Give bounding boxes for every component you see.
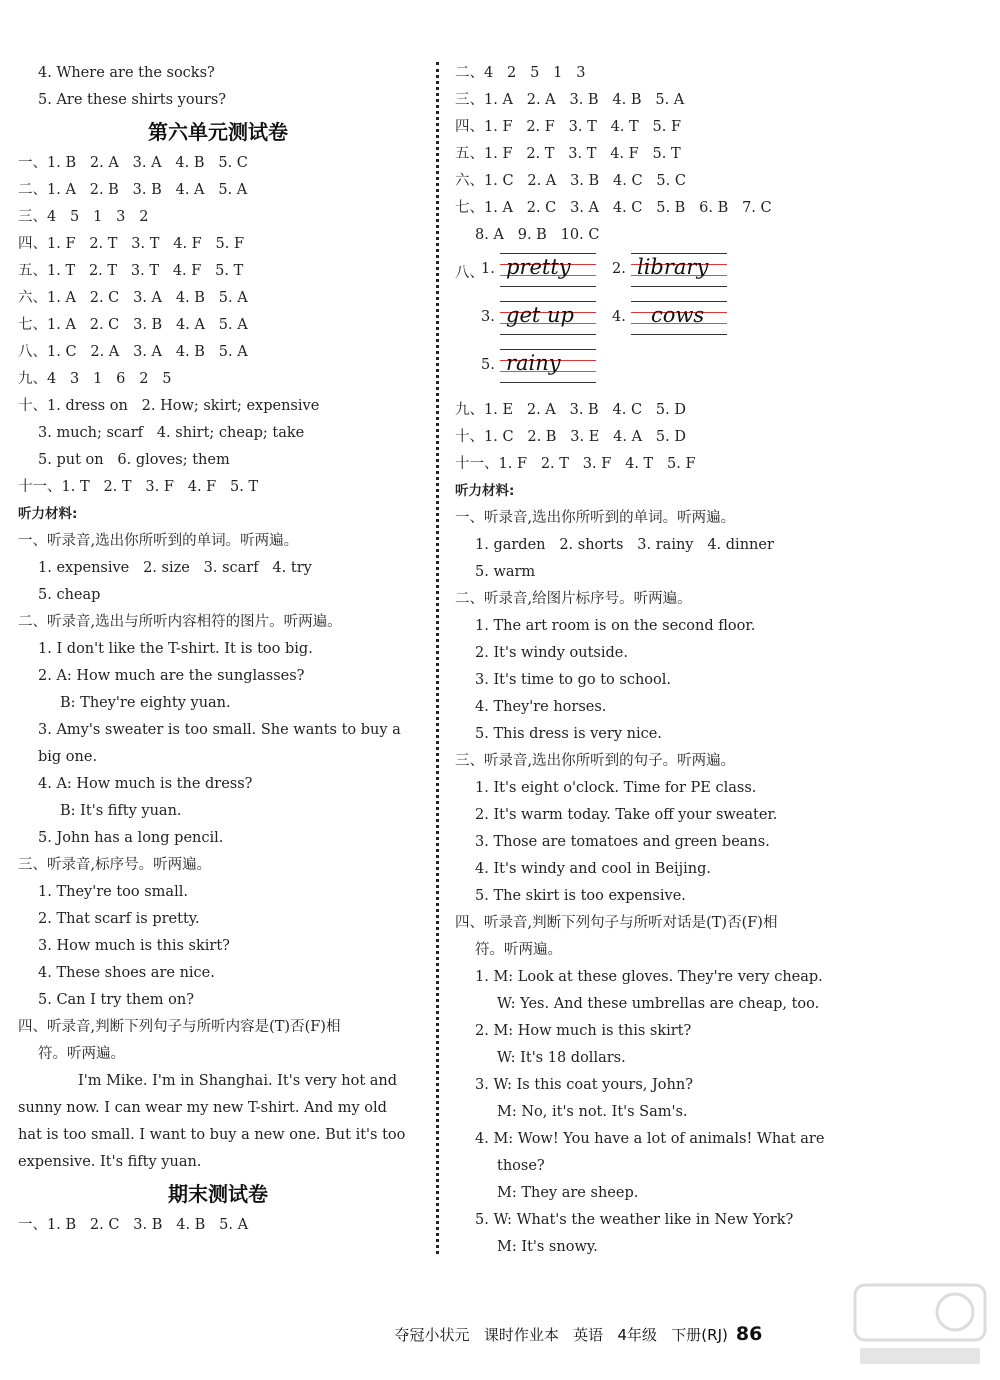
text-line: 2. That scarf is pretty.	[38, 911, 200, 927]
text-line: 1. garden 2. shorts 3. rainy 4. dinner	[475, 537, 774, 553]
text-line: 3. Those are tomatoes and green beans.	[475, 834, 770, 850]
writing-lines	[500, 253, 596, 287]
answer-line: 九、4 3 1 6 2 5	[18, 371, 172, 387]
handwritten-word: rainy	[506, 351, 561, 375]
answer-line: 六、1. C 2. A 3. B 4. C 5. C	[455, 173, 686, 189]
handwriting-label: 5.	[481, 357, 495, 373]
answer-line: 一、1. B 2. C 3. B 4. B 5. A	[18, 1217, 249, 1233]
answer-line: 五、1. T 2. T 3. T 4. F 5. T	[18, 263, 244, 279]
section-title: 二、听录音,选出与所听内容相符的图片。听两遍。	[18, 614, 342, 630]
text-line: 4. It's windy and cool in Beijing.	[475, 861, 712, 877]
text-line: B: It's fifty yuan.	[60, 803, 182, 819]
answer-line: 十、1. C 2. B 3. E 4. A 5. D	[455, 429, 686, 445]
text-line: 2. It's warm today. Take off your sweater.	[475, 807, 778, 823]
text-line: 5. cheap	[38, 587, 101, 603]
right-column	[455, 60, 875, 1261]
text-line: 2. A: How much are the sunglasses?	[38, 668, 305, 684]
text-line: 1. The art room is on the second floor.	[475, 618, 756, 634]
answer-line: 三、4 5 1 3 2	[18, 209, 149, 225]
dialogue-line: 1. M: Look at these gloves. They're very cheap.	[475, 969, 823, 985]
answer-line: 四、1. F 2. F 3. T 4. T 5. F	[455, 119, 682, 135]
text-line: 5. Can I try them on?	[38, 992, 194, 1008]
dialogue-line: 2. M: How much is this skirt?	[475, 1023, 692, 1039]
writing-lines	[631, 253, 727, 287]
paragraph-line: hat is too small. I want to buy a new one. But it's too	[18, 1127, 406, 1143]
watermark-logo	[850, 1280, 990, 1370]
dialogue-line: W: It's 18 dollars.	[497, 1050, 626, 1066]
answer-line: 九、1. E 2. A 3. B 4. C 5. D	[455, 402, 686, 418]
text-line: 3. How much is this skirt?	[38, 938, 230, 954]
section-title: 三、听录音,标序号。听两遍。	[18, 857, 212, 873]
dialogue-line: 4. M: Wow! You have a lot of animals! What are	[475, 1131, 825, 1147]
answer-line: 五、1. F 2. T 3. T 4. F 5. T	[455, 146, 681, 162]
text-line: 4. These shoes are nice.	[38, 965, 215, 981]
text-line: 4. They're horses.	[475, 699, 607, 715]
writing-lines	[631, 301, 727, 335]
handwriting-prefix: 八、	[455, 265, 484, 281]
dialogue-line: 3. W: Is this coat yours, John?	[475, 1077, 693, 1093]
text-line: 3. It's time to go to school.	[475, 672, 671, 688]
text-line: 3. Amy's sweater is too small. She wants to buy a	[38, 722, 401, 738]
page-number: 86	[735, 1323, 763, 1345]
section-title-cont: 符。听两遍。	[38, 1046, 125, 1062]
dialogue-line: M: They are sheep.	[497, 1185, 639, 1201]
answer-line: 8. A 9. B 10. C	[475, 227, 600, 243]
answer-line: 二、4 2 5 1 3	[455, 65, 586, 81]
section-title: 四、听录音,判断下列句子与所听对话是(T)否(F)相	[455, 915, 778, 931]
text-line: 1. expensive 2. size 3. scarf 4. try	[38, 560, 312, 576]
answer-line: 十、1. dress on 2. How; skirt; expensive	[18, 398, 320, 414]
section-title-cont: 符。听两遍。	[475, 942, 562, 958]
paragraph-line: expensive. It's fifty yuan.	[18, 1154, 202, 1170]
answer-line: 三、1. A 2. A 3. B 4. B 5. A	[455, 92, 685, 108]
handwritten-word: library	[637, 255, 709, 279]
answer-line: 七、1. A 2. C 3. B 4. A 5. A	[18, 317, 248, 333]
handwritten-word: get up	[506, 303, 574, 327]
text-line: 5. This dress is very nice.	[475, 726, 662, 742]
text-line: 5. John has a long pencil.	[38, 830, 224, 846]
writing-lines	[500, 349, 596, 383]
text-line: big one.	[38, 749, 98, 765]
text-line: 5. warm	[475, 564, 536, 580]
text-line: 5. The skirt is too expensive.	[475, 888, 686, 904]
handwritten-word: pretty	[506, 255, 571, 279]
answer-line: 四、1. F 2. T 3. T 4. F 5. F	[18, 236, 245, 252]
text-line: 2. It's windy outside.	[475, 645, 628, 661]
text-line: 4. Where are the socks?	[38, 65, 215, 81]
handwritten-word: cows	[651, 303, 705, 327]
answer-line: 3. much; scarf 4. shirt; cheap; take	[38, 425, 305, 441]
final-exam-heading: 期末测试卷	[168, 1182, 268, 1206]
handwriting-label: 4.	[612, 309, 626, 325]
dialogue-line: 5. W: What's the weather like in New York?	[475, 1212, 794, 1228]
text-line: 4. A: How much is the dress?	[38, 776, 253, 792]
listening-title: 听力材料:	[18, 506, 78, 522]
page-footer	[385, 1292, 763, 1345]
handwriting-section	[455, 249, 875, 397]
answer-line: 一、1. B 2. A 3. A 4. B 5. C	[18, 155, 248, 171]
section-title: 三、听录音,选出你所听到的句子。听两遍。	[455, 753, 736, 769]
answer-line: 二、1. A 2. B 3. B 4. A 5. A	[18, 182, 248, 198]
answer-line: 八、1. C 2. A 3. A 4. B 5. A	[18, 344, 248, 360]
handwriting-label: 3.	[481, 309, 495, 325]
handwriting-label: 1.	[481, 261, 495, 277]
writing-lines	[500, 301, 596, 335]
left-column	[18, 60, 418, 1239]
section-title: 二、听录音,给图片标序号。听两遍。	[455, 591, 692, 607]
text-line: 1. I don't like the T-shirt. It is too big.	[38, 641, 313, 657]
answer-line: 5. put on 6. gloves; them	[38, 452, 230, 468]
dialogue-line: M: It's snowy.	[497, 1239, 598, 1255]
section-title: 一、听录音,选出你所听到的单词。听两遍。	[455, 510, 736, 526]
answer-line: 十一、1. T 2. T 3. F 4. F 5. T	[18, 479, 259, 495]
answer-line: 七、1. A 2. C 3. A 4. C 5. B 6. B 7. C	[455, 200, 772, 216]
dialogue-list	[455, 964, 875, 1261]
unit6-heading: 第六单元测试卷	[148, 120, 288, 144]
section-title: 四、听录音,判断下列句子与所听内容是(T)否(F)相	[18, 1019, 341, 1035]
footer-text: 夺冠小状元 课时作业本 英语 4年级 下册(RJ)	[394, 1326, 728, 1344]
paragraph-line: sunny now. I can wear my new T-shirt. And my old	[18, 1100, 387, 1116]
dialogue-line: W: Yes. And these umbrellas are cheap, too.	[497, 996, 820, 1012]
paragraph-line: I'm Mike. I'm in Shanghai. It's very hot and	[78, 1073, 398, 1089]
section-title: 一、听录音,选出你所听到的单词。听两遍。	[18, 533, 299, 549]
dialogue-line: those?	[497, 1158, 545, 1174]
text-line: 1. It's eight o'clock. Time for PE class.	[475, 780, 757, 796]
text-line: B: They're eighty yuan.	[60, 695, 231, 711]
dialogue-line: M: No, it's not. It's Sam's.	[497, 1104, 688, 1120]
listening-title: 听力材料:	[455, 483, 515, 499]
text-line: 5. Are these shirts yours?	[38, 92, 227, 108]
handwriting-label: 2.	[612, 261, 626, 277]
text-line: 1. They're too small.	[38, 884, 188, 900]
answer-line: 六、1. A 2. C 3. A 4. B 5. A	[18, 290, 248, 306]
column-divider	[436, 62, 439, 1254]
answer-line: 十一、1. F 2. T 3. F 4. T 5. F	[455, 456, 696, 472]
